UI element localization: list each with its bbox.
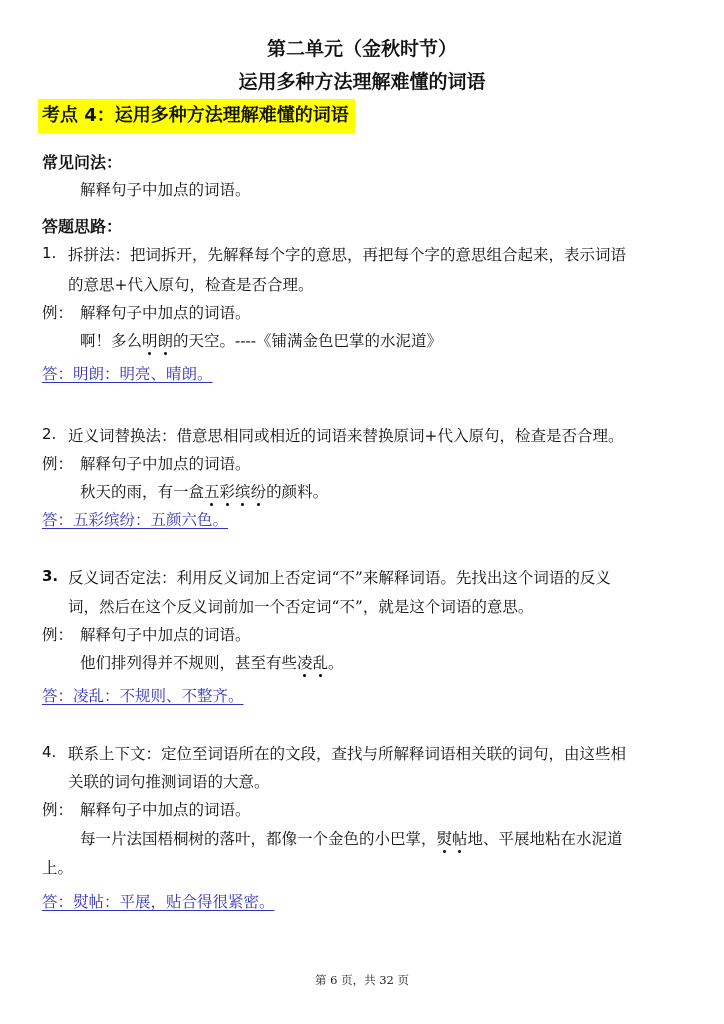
answer: 答：五彩缤纷：五颜六色。 bbox=[42, 511, 229, 529]
section-number: 3. bbox=[42, 567, 59, 585]
section-desc-line: 联系上下文：定位至词语所在的文段，查找与所解释词语相关联的词句，由这些相 bbox=[68, 745, 627, 763]
dotted-char: 明 bbox=[142, 332, 158, 350]
section-desc-line: 关联的词句推测词语的大意。 bbox=[68, 773, 270, 791]
example-sentence: 秋天的雨，有一盒五彩缤纷的颜料。 bbox=[80, 483, 329, 501]
section-number: 2. bbox=[42, 425, 57, 443]
approach-label: 答题思路： bbox=[42, 217, 123, 236]
example-sentence-cont: 上。 bbox=[42, 859, 74, 877]
answer: 答：明朗：明亮、晴朗。 bbox=[42, 365, 213, 383]
dotted-char: 缤 bbox=[235, 483, 251, 501]
highlight-heading: 考点 4：运用多种方法理解难懂的词语 bbox=[38, 99, 355, 133]
answer: 答：熨帖：平展，贴合得很紧密。 bbox=[42, 893, 275, 911]
section-desc-line: 词，然后在这个反义词前加一个否定词“不”，就是这个词语的意思。 bbox=[68, 598, 534, 616]
example-label: 例： bbox=[42, 626, 74, 644]
example-label: 例： bbox=[42, 304, 74, 322]
section-desc-line: 拆拼法：把词拆开，先解释每个字的意思，再把每个字的意思组合起来，表示词语 bbox=[68, 246, 627, 264]
common-question-label: 常见问法： bbox=[42, 153, 123, 172]
dotted-char: 凌 bbox=[297, 654, 313, 672]
page-title: 第二单元（金秋时节） bbox=[266, 38, 457, 60]
page-subtitle: 运用多种方法理解难懂的词语 bbox=[238, 71, 486, 93]
example-label: 例： bbox=[42, 455, 74, 473]
example-sentence: 他们排列得并不规则，甚至有些凌乱。 bbox=[80, 654, 344, 672]
example-instruction: 解释句子中加点的词语。 bbox=[80, 801, 251, 819]
dotted-char: 帖 bbox=[452, 830, 468, 848]
section-desc-line: 近义词替换法：借意思相同或相近的词语来替换原词+代入原句，检查是否合理。 bbox=[68, 427, 624, 445]
dotted-char: 朗 bbox=[157, 332, 174, 350]
dotted-char: 乱 bbox=[312, 654, 329, 672]
answer: 答：凌乱：不规则、不整齐。 bbox=[42, 687, 244, 705]
dotted-char: 彩 bbox=[219, 483, 236, 501]
example-sentence: 每一片法国梧桐树的落叶，都像一个金色的小巴掌，熨帖地、平展地粘在水泥道 bbox=[80, 830, 623, 848]
dotted-char: 熨 bbox=[436, 830, 453, 848]
example-instruction: 解释句子中加点的词语。 bbox=[80, 455, 251, 473]
example-instruction: 解释句子中加点的词语。 bbox=[80, 304, 251, 322]
section-desc-line: 的意思+代入原句，检查是否合理。 bbox=[68, 276, 314, 294]
example-sentence: 啊！多么明朗的天空。----《铺满金色巴掌的水泥道》 bbox=[80, 332, 442, 350]
example-instruction: 解释句子中加点的词语。 bbox=[80, 626, 251, 644]
page-footer: 第 6 页，共 32 页 bbox=[314, 973, 410, 987]
section-desc-line: 反义词否定法：利用反义词加上否定词“不”来解释词语。先找出这个词语的反义 bbox=[68, 569, 611, 587]
section-number: 4. bbox=[42, 743, 57, 761]
dotted-char: 五 bbox=[204, 483, 220, 501]
section-number: 1. bbox=[42, 244, 57, 262]
dotted-char: 纷 bbox=[250, 483, 267, 501]
example-label: 例： bbox=[42, 801, 74, 819]
common-question-text: 解释句子中加点的词语。 bbox=[80, 181, 251, 199]
